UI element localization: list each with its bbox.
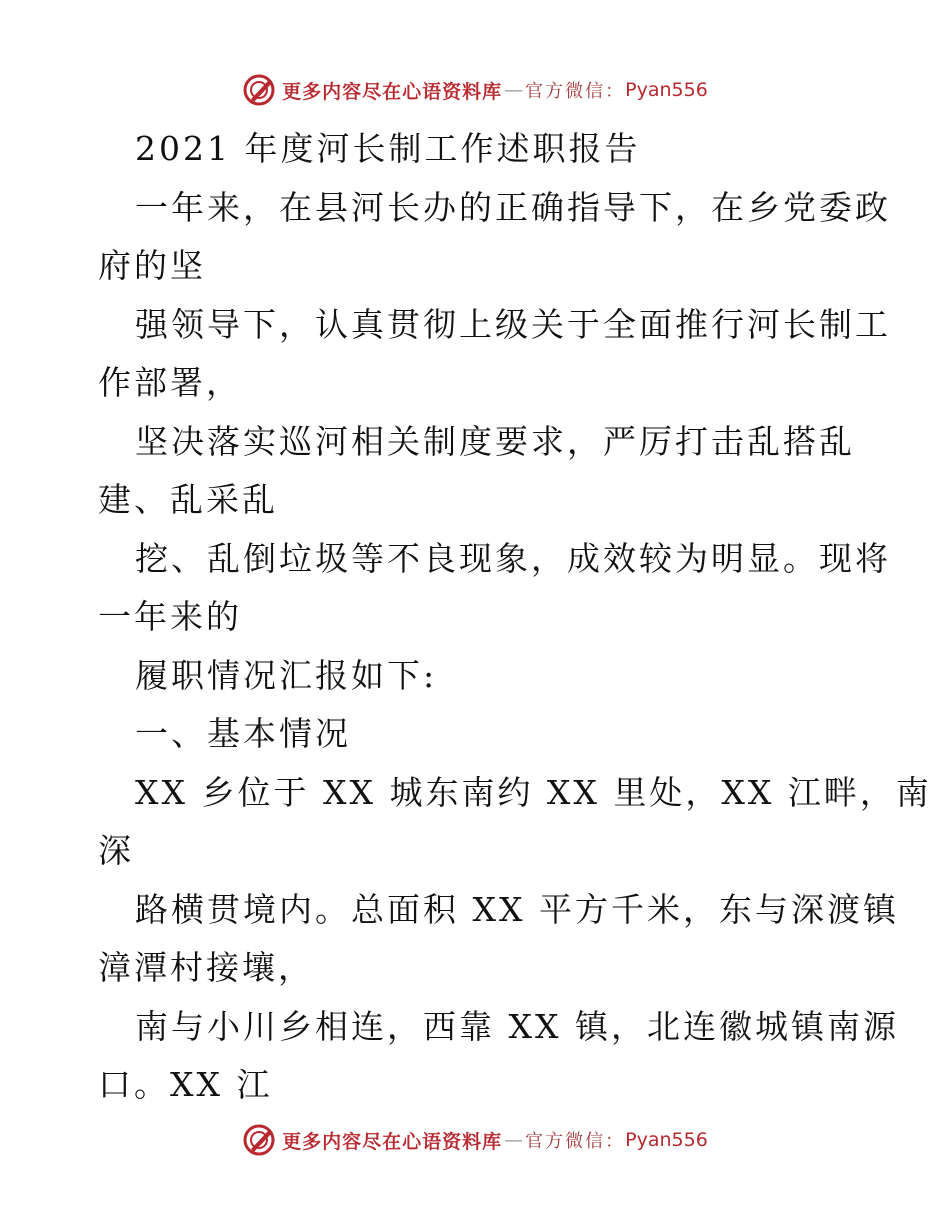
- document-title: 2021 年度河长制工作述职报告: [135, 129, 641, 168]
- text-line: 履职情况汇报如下:: [135, 655, 438, 695]
- watermark-wechat-label: 官方微信：: [525, 81, 626, 102]
- text-line: 路横贯境内。总面积 XX 平方千米，东与深渡镇: [135, 889, 899, 929]
- watermark-separator: —: [504, 79, 524, 101]
- document-body: [98, 120, 932, 1115]
- watermark-main-text: 更多内容尽在心语资料库: [282, 80, 503, 103]
- text-line: 南与小川乡相连，西靠 XX 镇，北连徽城镇南源: [135, 1006, 899, 1046]
- text-line: 口。XX 江: [98, 1065, 273, 1104]
- watermark-wechat-label: 官方微信：: [525, 1131, 626, 1152]
- text-line: 漳潭村接壤，: [98, 948, 314, 987]
- text-line: 建、乱采乱: [98, 480, 278, 519]
- watermark-main-text: 更多内容尽在心语资料库: [282, 1130, 503, 1153]
- text-line: 一年来，在县河长办的正确指导下，在乡党委政: [135, 187, 891, 227]
- footer-watermark: [0, 1120, 950, 1160]
- text-line: 挖、乱倒垃圾等不良现象，成效较为明显。现将: [135, 538, 891, 578]
- section-heading: 一、基本情况: [135, 714, 351, 753]
- watermark-wechat-id: Pyan556: [625, 1129, 708, 1151]
- text-line: 作部署，: [98, 363, 242, 402]
- watermark-wechat-id: Pyan556: [625, 79, 708, 101]
- text-line: XX 乡位于 XX 城东南约 XX 里处，XX 江畔，南: [135, 772, 932, 812]
- text-line: 强领导下，认真贯彻上级关于全面推行河长制工: [135, 304, 891, 344]
- header-watermark: [0, 70, 950, 110]
- brand-logo-icon: [242, 73, 276, 107]
- text-line: 府的坚: [98, 246, 206, 285]
- brand-logo-icon: [242, 1123, 276, 1157]
- watermark-separator: —: [504, 1129, 524, 1151]
- text-line: 深: [98, 831, 134, 870]
- text-line: 坚决落实巡河相关制度要求，严厉打击乱搭乱: [135, 421, 855, 461]
- text-line: 一年来的: [98, 597, 242, 636]
